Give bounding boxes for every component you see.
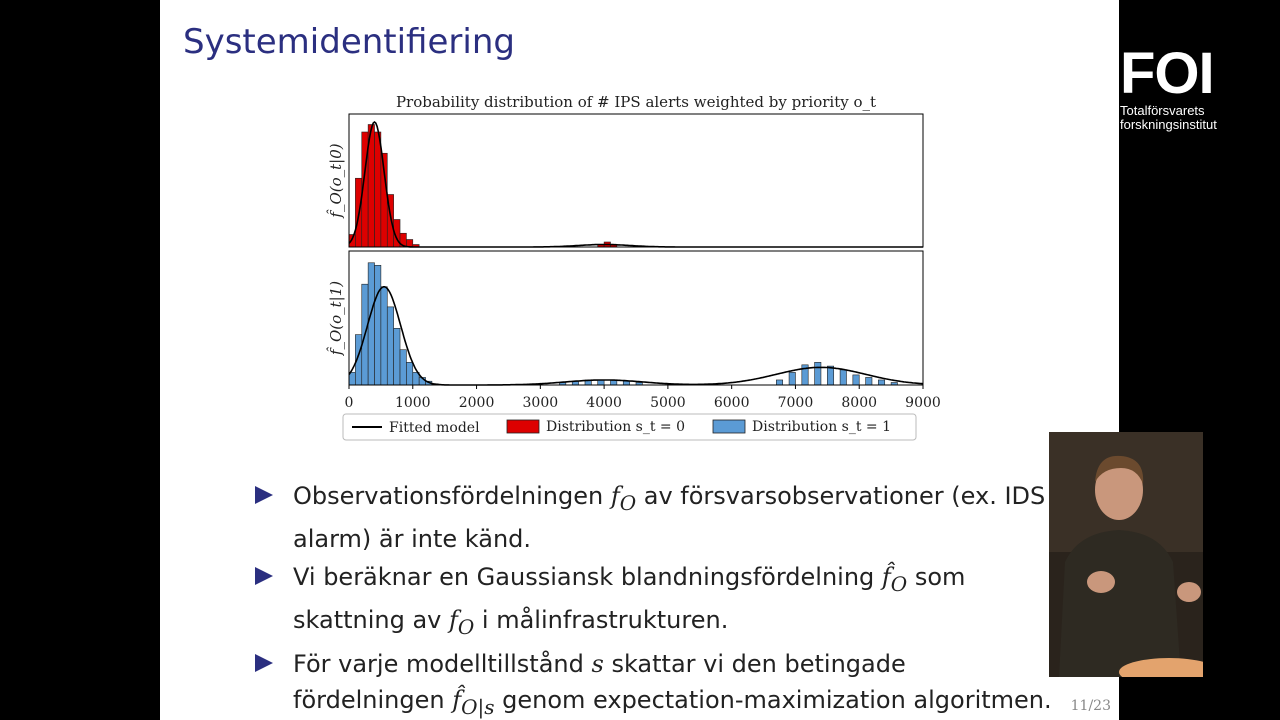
bullet-item: [255, 559, 1055, 645]
slide: [160, 0, 1119, 720]
page-number: 11/23: [1070, 698, 1111, 714]
math-subscript: O: [619, 490, 637, 515]
histogram-bar: [394, 328, 400, 385]
x-tick-label: 7000: [777, 395, 814, 411]
math-f-hat: f̂: [881, 562, 891, 591]
histogram-bar: [375, 132, 381, 247]
logo-wordmark: FOI: [1120, 41, 1214, 106]
bullet-text: För varje modelltillstånd: [293, 650, 592, 679]
triangle-bullet-icon: [255, 486, 273, 504]
x-tick-label: 2000: [458, 395, 495, 411]
logo-line-1: Totalförsvarets: [1120, 103, 1205, 118]
legend-entry: Distribution s_t = 0: [546, 419, 686, 435]
math-f: f: [610, 482, 620, 510]
x-tick-label: 8000: [841, 395, 878, 411]
logo-line-2: forskningsinstitut: [1120, 117, 1217, 132]
histogram-bar: [375, 265, 381, 385]
bullet-text: skattar vi den betingade fördelningen: [293, 650, 906, 715]
bullet-text: Observationsfördelningen: [293, 482, 611, 510]
histogram-bar: [840, 370, 846, 385]
legend-red-swatch: [507, 420, 539, 433]
legend-blue-swatch: [713, 420, 745, 433]
histogram-bar: [400, 350, 406, 385]
histogram-bar: [878, 380, 884, 385]
x-tick-label: 0: [344, 395, 354, 411]
histogram-bar: [815, 362, 821, 385]
histogram-bar: [387, 307, 393, 385]
histogram-bar: [623, 381, 629, 385]
panel-frame: [349, 251, 923, 385]
x-tick-label: 1000: [394, 395, 431, 411]
bullet-text: som skattning av: [293, 562, 966, 634]
histogram-bar: [349, 235, 355, 248]
x-tick-label: 3000: [522, 395, 559, 411]
histogram-bar: [406, 362, 412, 385]
math-f-hat: f̂: [452, 686, 462, 715]
chart: [160, 0, 1119, 460]
panel-frame: [349, 114, 923, 247]
math-subscript: O: [890, 571, 908, 596]
bullet-list: [255, 478, 1055, 720]
math-subscript: O: [457, 614, 475, 639]
legend-entry: Fitted model: [389, 420, 480, 436]
legend-entry: Distribution s_t = 1: [752, 419, 892, 435]
page-title: Systemidentifiering: [183, 22, 515, 62]
x-tick-label: 4000: [586, 395, 622, 411]
math-subscript: O|s: [461, 695, 495, 720]
fitted-model-line: [349, 287, 923, 385]
fitted-model-line: [349, 122, 923, 247]
histogram-bar: [827, 366, 833, 385]
y-axis-label: f̂_O(o_t|1): [327, 280, 345, 356]
bullet-text: genom expectation-maximization algoritmen.: [494, 686, 1052, 715]
x-tick-label: 6000: [713, 395, 750, 411]
histogram-bar: [866, 377, 872, 385]
histogram-bar: [853, 375, 859, 385]
speaker-silhouette-icon: [1049, 432, 1203, 677]
histogram-bar: [381, 287, 387, 385]
math-s: s: [591, 650, 604, 679]
bullet-text: av försvarsobservationer (ex. IDS alarm) är inte känd.: [293, 482, 1046, 553]
bullet-item: [255, 646, 1055, 720]
histogram-bar: [368, 263, 374, 385]
x-tick-label: 9000: [905, 395, 941, 411]
histogram-bar: [776, 380, 782, 385]
x-tick-label: 5000: [650, 395, 686, 411]
foi-logo: [1120, 41, 1240, 144]
bullet-text: Vi beräknar en Gaussiansk blandningsfördelning: [293, 562, 882, 591]
y-axis-label: f̂_O(o_t|0): [327, 143, 345, 218]
bullet-item: [255, 478, 1055, 557]
bullet-text: i målinfrastrukturen.: [474, 605, 729, 634]
triangle-bullet-icon: [255, 654, 273, 672]
triangle-bullet-icon: [255, 567, 273, 585]
speaker-video: [1049, 432, 1203, 677]
math-f: f: [449, 605, 458, 634]
histogram-bar: [789, 372, 795, 385]
chart-title: Probability distribution of # IPS alerts weighted by priority o_t: [395, 93, 877, 111]
